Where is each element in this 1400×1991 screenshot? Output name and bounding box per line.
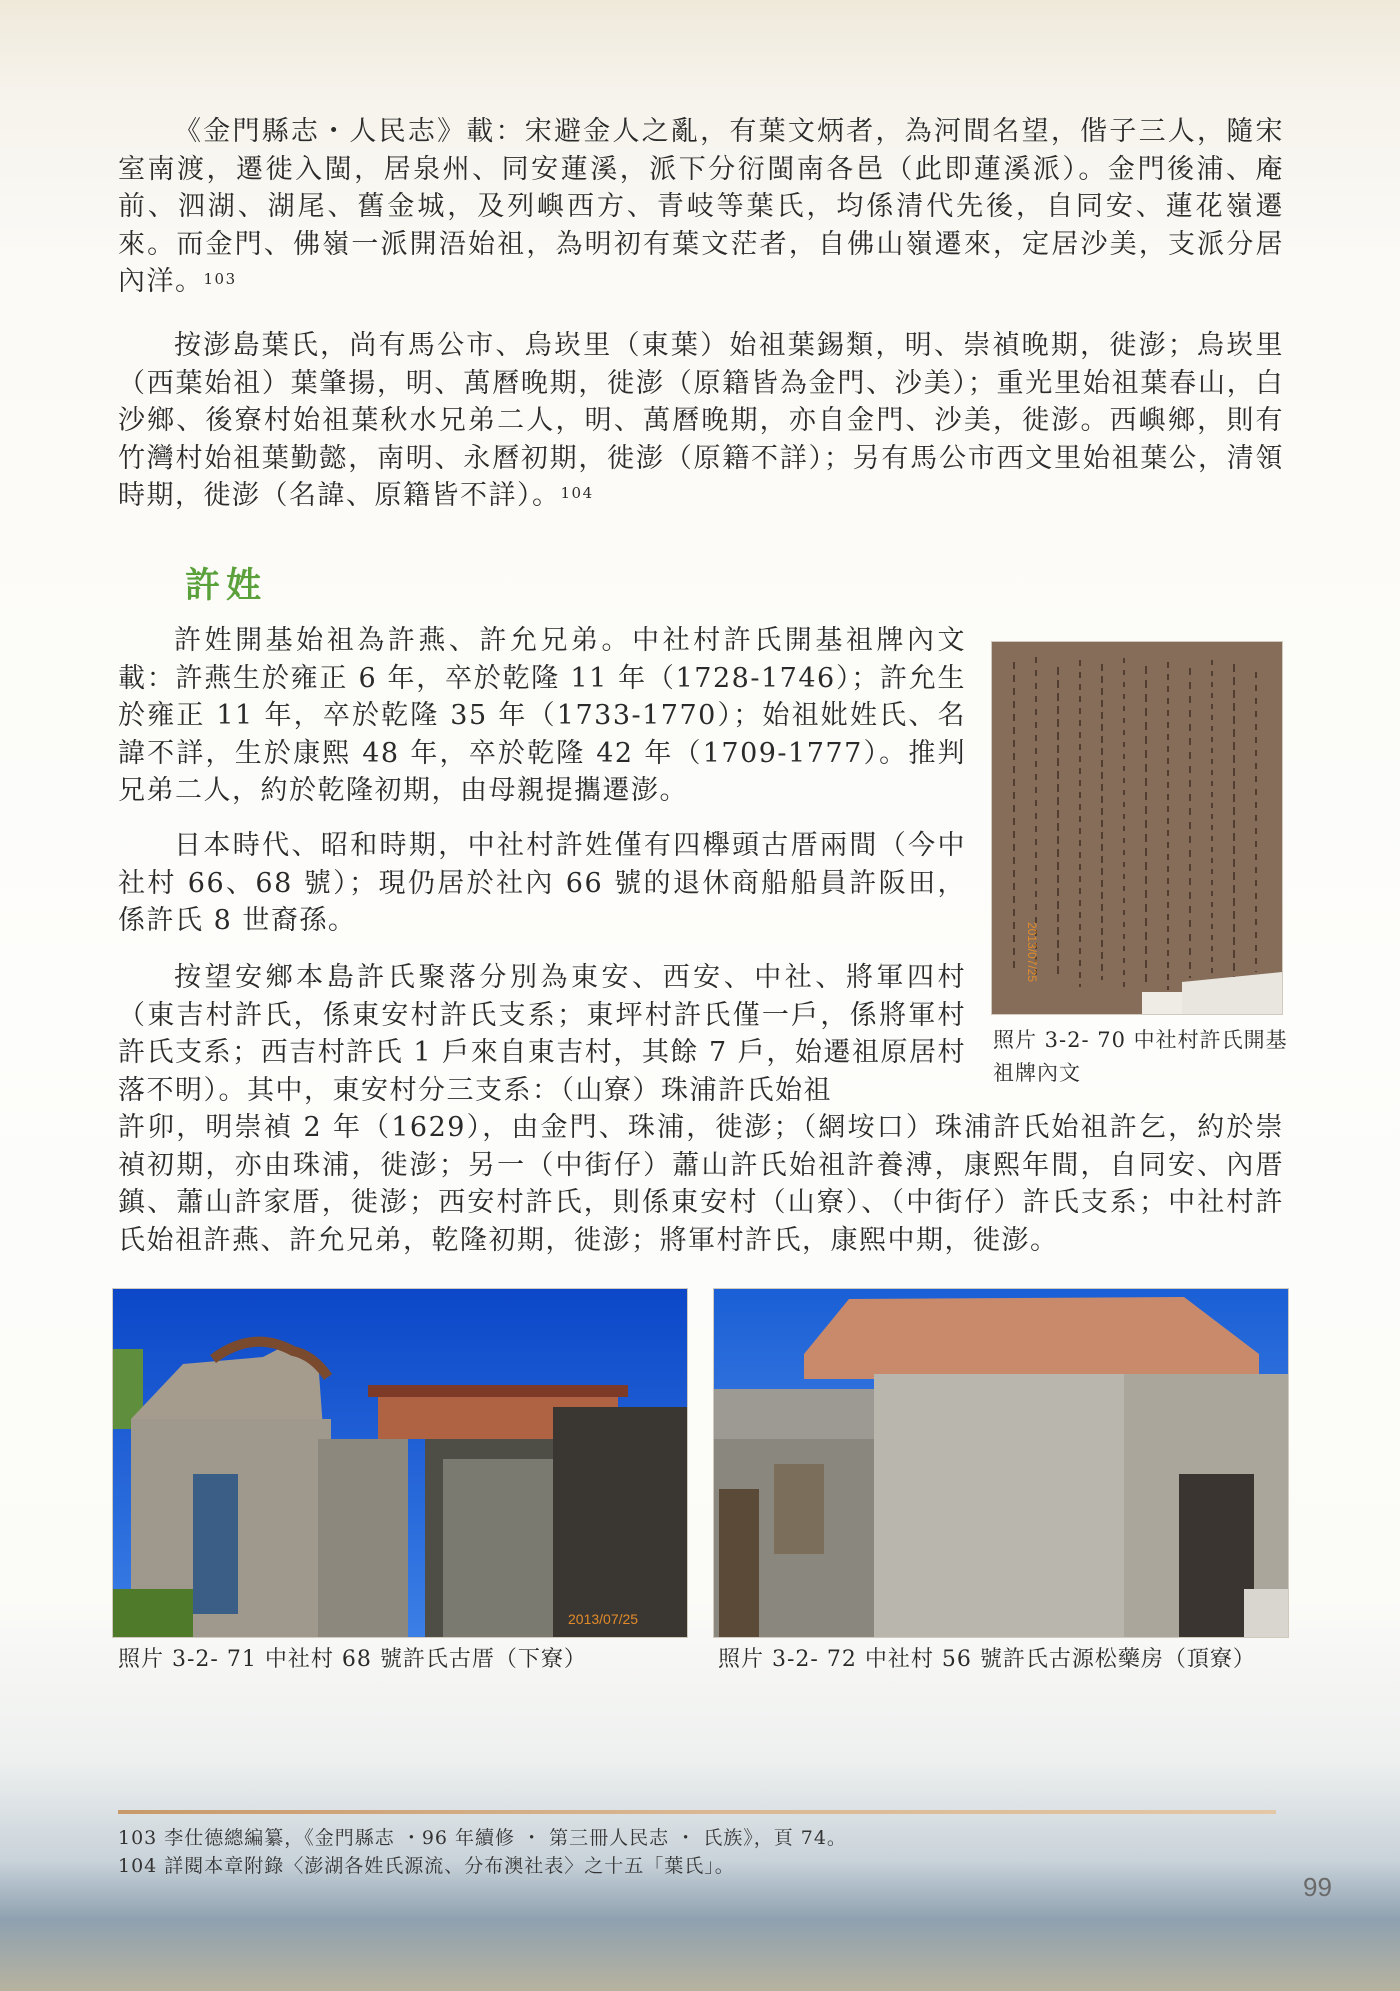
section-heading-xu: 許姓 <box>185 565 268 606</box>
paragraph-xu-settlements-continued: 許卯，明崇禎 2 年（1629），由金門、珠浦，徙澎；（網垵口）珠浦許氏始祖許乞，約於崇禎初期，亦由珠浦，徙澎；另一（中街仔）蕭山許氏始祖許養溥，康熙年間，自同安、內厝鎮、蕭山許家厝，徙澎；西安村許氏，則係東安村（山寮）、（中街仔）許氏支系；中社村許氏始祖許燕、許允兄弟，乾隆初期，徙澎；將軍村許氏，康熙中期，徙澎。 <box>118 1112 1284 1256</box>
photo-caption-72: 照片 3-2- 72 中社村 56 號許氏古源松藥房（頂寮） <box>718 1647 1256 1672</box>
photo-caption-71: 照片 3-2- 71 中社村 68 號許氏古厝（下寮） <box>118 1647 587 1672</box>
footnote-ref-103[interactable]: 103 <box>203 270 237 288</box>
paragraph-xu-settlements: 按望安鄉本島許氏聚落分別為東安、西安、中社、將軍四村（東吉村許氏，係東安村許氏支系；東坪村許氏僅一戶，係將軍村許氏支系；西吉村許氏 1 戶來自東吉村，其餘 7 戶，始遷祖原居村落不明）。其中，東安村分三支系：（山寮）珠浦許氏始祖 <box>118 962 966 1106</box>
footnote-104: 104 詳閱本章附錄〈澎湖各姓氏源流、分布澳社表〉之十五「葉氏」。 <box>118 1855 735 1877</box>
paragraph-ye-origin <box>118 113 1284 301</box>
page-number: 99 <box>1303 1872 1332 1902</box>
paragraph-ye-penghu <box>118 327 1284 515</box>
paragraph-xu-japanese-era: 日本時代、昭和時期，中社村許姓僅有四櫸頭古厝兩間（今中社村 66、68 號）；現仍居於社內 66 號的退休商船船員許阪田，係許氏 8 世裔孫。 <box>118 830 966 936</box>
photo-xu-old-house <box>112 1288 688 1638</box>
paragraph-text: 《金門縣志・人民志》載：宋避金人之亂，有葉文炳者，為河間名望，偕子三人，隨宋室南渡，遷徙入閩，居泉州、同安蓮溪，派下分衍閩南各邑（此即蓮溪派）。金門後浦、庵前、泗湖、湖尾、舊金城，及列嶼西方、青岐等葉氏，均係清代先後，自同安、蓮花嶺遷來。而金門、佛嶺一派開浯始祖，為明初有葉文茫者，自佛山嶺遷來，定居沙美，支派分居內洋。 <box>118 116 1284 297</box>
photo-xu-medicine-shop <box>713 1288 1289 1638</box>
footnote-103: 103 李仕德總編纂，《金門縣志 ・96 年續修 ・ 第三冊人民志 ・ 氏族》，頁 74。 <box>118 1827 847 1849</box>
photo-date-stamp: 2013/07/25 <box>568 1611 639 1627</box>
footnote-ref-104[interactable]: 104 <box>560 484 594 502</box>
photo-date-stamp: 2013/07/25 <box>1025 922 1039 983</box>
photo-caption-70: 照片 3-2- 70 中社村許氏開基祖牌內文 <box>993 1028 1288 1085</box>
photo-ancestral-tablet <box>991 641 1283 1015</box>
paragraph-xu-founders: 許姓開基始祖為許燕、許允兄弟。中社村許氏開基祖牌內文載：許燕生於雍正 6 年，卒於乾隆 11 年（1728-1746）；許允生於雍正 11 年，卒於乾隆 35 年（1733-1770）；始祖妣姓氏、名諱不詳，生於康熙 48 年，卒於乾隆 42 年（1709-1777）。推判兄弟二人，約於乾隆初期，由母親提攜遷澎。 <box>118 625 966 806</box>
footnote-divider <box>118 1810 1276 1814</box>
paragraph-text: 按澎島葉氏，尚有馬公市、烏崁里（東葉）始祖葉錫類，明、崇禎晚期，徙澎；烏崁里（西葉始祖）葉肇揚，明、萬曆晚期，徙澎（原籍皆為金門、沙美）；重光里始祖葉春山，白沙鄉、後寮村始祖葉秋水兄弟二人，明、萬曆晚期，亦自金門、沙美，徙澎。西嶼鄉，則有竹灣村始祖葉勤懿，南明、永曆初期，徙澎（原籍不詳）；另有馬公市西文里始祖葉公，清領時期，徙澎（名諱、原籍皆不詳）。 <box>118 330 1284 511</box>
